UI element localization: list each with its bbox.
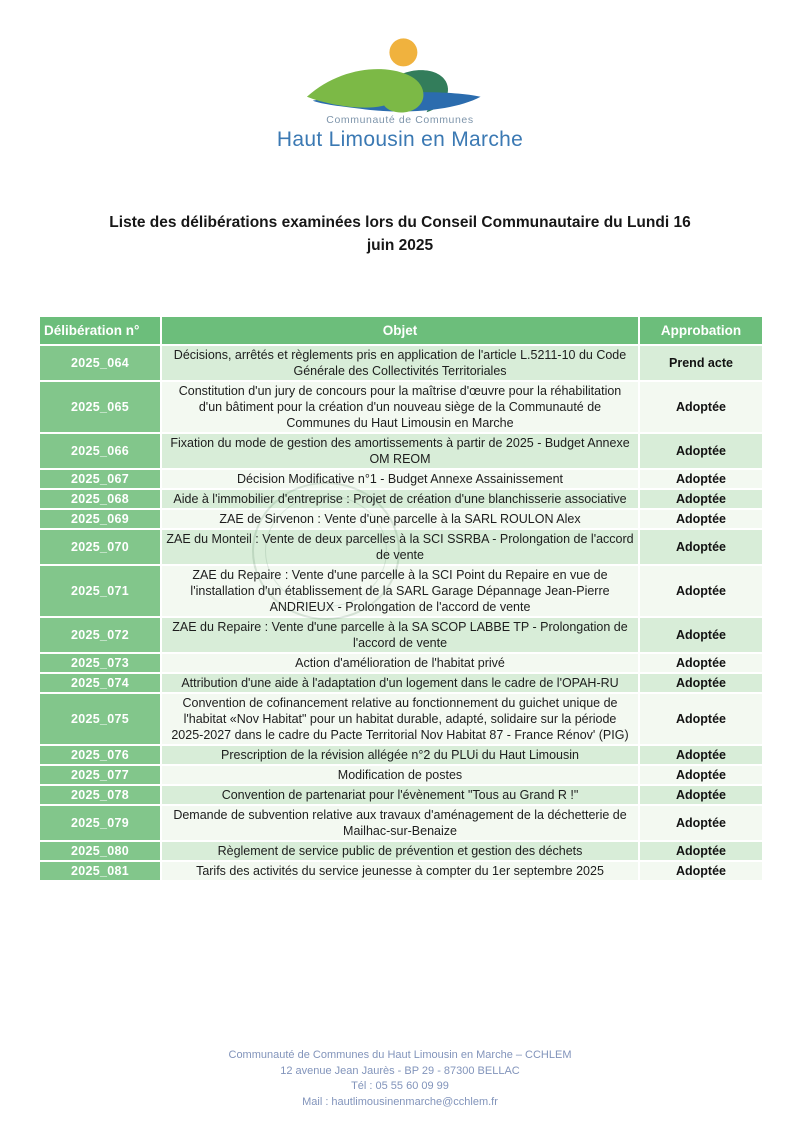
deliberation-approval: Prend acte bbox=[640, 346, 762, 380]
header-object: Objet bbox=[162, 317, 638, 344]
deliberation-approval: Adoptée bbox=[640, 490, 762, 508]
deliberations-table-body bbox=[40, 346, 762, 880]
page-title-line1: Liste des délibérations examinées lors du Conseil Communautaire du Lundi 16 bbox=[109, 214, 691, 232]
deliberation-object: Attribution d'une aide à l'adaptation d'un logement dans le cadre de l'OPAH-RU bbox=[162, 674, 638, 692]
deliberation-number: 2025_073 bbox=[40, 654, 160, 672]
table-row bbox=[40, 674, 762, 692]
footer-org-line: Communauté de Communes du Haut Limousin en Marche – CCHLEM bbox=[228, 1049, 572, 1061]
logo-landscape-icon bbox=[283, 36, 518, 118]
deliberation-approval: Adoptée bbox=[640, 806, 762, 840]
footer-address-line: 12 avenue Jean Jaurès - BP 29 - 87300 BELLAC bbox=[280, 1064, 520, 1077]
deliberation-number: 2025_076 bbox=[40, 746, 160, 764]
table-row bbox=[40, 654, 762, 672]
deliberation-object: Aide à l'immobilier d'entreprise : Projet de création d'une blanchisserie associative bbox=[162, 490, 638, 508]
table-row bbox=[40, 530, 762, 564]
table-row bbox=[40, 618, 762, 652]
table-row bbox=[40, 510, 762, 528]
table-row bbox=[40, 786, 762, 804]
deliberation-number: 2025_069 bbox=[40, 510, 160, 528]
deliberation-object: Règlement de service public de prévention et gestion des déchets bbox=[162, 842, 638, 860]
footer bbox=[0, 1048, 800, 1110]
table-row bbox=[40, 766, 762, 784]
footer-mail-line: Mail : hautlimousinenmarche@cchlem.fr bbox=[302, 1095, 498, 1108]
deliberation-object: Constitution d'un jury de concours pour la maîtrise d'œuvre pour la réhabilitation d'un bâtiment pour la création d'un nouveau siège de la Communauté de Communes du Haut Limousin en Marche bbox=[162, 382, 638, 432]
deliberation-object: Convention de partenariat pour l'évènement "Tous au Grand R !" bbox=[162, 786, 638, 804]
table-row bbox=[40, 470, 762, 488]
deliberation-approval: Adoptée bbox=[640, 746, 762, 764]
deliberation-object: Prescription de la révision allégée n°2 du PLUi du Haut Limousin bbox=[162, 746, 638, 764]
deliberation-number: 2025_075 bbox=[40, 694, 160, 744]
deliberation-number: 2025_072 bbox=[40, 618, 160, 652]
logo-title: Haut Limousin en Marche bbox=[276, 128, 524, 151]
deliberation-number: 2025_064 bbox=[40, 346, 160, 380]
deliberation-number: 2025_078 bbox=[40, 786, 160, 804]
logo bbox=[0, 36, 800, 152]
deliberation-approval: Adoptée bbox=[640, 510, 762, 528]
deliberation-approval: Adoptée bbox=[640, 674, 762, 692]
deliberation-object: Fixation du mode de gestion des amortissements à partir de 2025 - Budget Annexe OM REOM bbox=[162, 434, 638, 468]
table-row bbox=[40, 746, 762, 764]
deliberation-approval: Adoptée bbox=[640, 566, 762, 616]
deliberation-approval: Adoptée bbox=[640, 842, 762, 860]
page-title bbox=[0, 211, 800, 257]
deliberation-approval: Adoptée bbox=[640, 862, 762, 880]
table-row bbox=[40, 382, 762, 432]
deliberations-table bbox=[38, 315, 762, 882]
deliberation-number: 2025_067 bbox=[40, 470, 160, 488]
logo-sun-icon bbox=[389, 38, 417, 66]
deliberation-approval: Adoptée bbox=[640, 530, 762, 564]
deliberation-object: Demande de subvention relative aux travaux d'aménagement de la déchetterie de Mailhac-sur-Benaize bbox=[162, 806, 638, 840]
deliberation-number: 2025_065 bbox=[40, 382, 160, 432]
deliberation-number: 2025_079 bbox=[40, 806, 160, 840]
deliberation-number: 2025_070 bbox=[40, 530, 160, 564]
deliberation-approval: Adoptée bbox=[640, 382, 762, 432]
deliberation-approval: Adoptée bbox=[640, 434, 762, 468]
header-approval: Approbation bbox=[640, 317, 762, 344]
deliberation-object: Décision Modificative n°1 - Budget Annexe Assainissement bbox=[162, 470, 638, 488]
table-row bbox=[40, 490, 762, 508]
deliberation-number: 2025_071 bbox=[40, 566, 160, 616]
page-title-line2: juin 2025 bbox=[366, 237, 434, 255]
deliberation-object: ZAE du Repaire : Vente d'une parcelle à la SCI Point du Repaire en vue de l'installation d'un établissement de la SARL Garage Dépannage Jean-Pierre ANDRIEUX - Prolongation de l'accord de vente bbox=[162, 566, 638, 616]
deliberation-approval: Adoptée bbox=[640, 618, 762, 652]
deliberation-object: Décisions, arrêtés et règlements pris en application de l'article L.5211-10 du Code Générale des Collectivités Territoriales bbox=[162, 346, 638, 380]
table-row bbox=[40, 566, 762, 616]
deliberation-approval: Adoptée bbox=[640, 694, 762, 744]
table-row bbox=[40, 862, 762, 880]
deliberation-object: ZAE du Monteil : Vente de deux parcelles à la SCI SSRBA - Prolongation de l'accord de vente bbox=[162, 530, 638, 564]
deliberation-number: 2025_077 bbox=[40, 766, 160, 784]
deliberation-number: 2025_068 bbox=[40, 490, 160, 508]
table-header-row bbox=[40, 317, 762, 344]
deliberation-approval: Adoptée bbox=[640, 786, 762, 804]
deliberation-approval: Adoptée bbox=[640, 654, 762, 672]
deliberation-approval: Adoptée bbox=[640, 470, 762, 488]
deliberation-object: Modification de postes bbox=[162, 766, 638, 784]
deliberation-approval: Adoptée bbox=[640, 766, 762, 784]
deliberation-number: 2025_080 bbox=[40, 842, 160, 860]
table-row bbox=[40, 842, 762, 860]
table-row bbox=[40, 346, 762, 380]
table-row bbox=[40, 694, 762, 744]
deliberation-object: Convention de cofinancement relative au fonctionnement du guichet unique de l'habitat «Nov Habitat" pour un habitat durable, adapté, solidaire sur la période 2025-2027 dans le cadre du Pacte Territorial Nov Habitat 87 - France Rénov' (PIG) bbox=[162, 694, 638, 744]
deliberation-object: Tarifs des activités du service jeunesse à compter du 1er septembre 2025 bbox=[162, 862, 638, 880]
deliberation-object: ZAE du Repaire : Vente d'une parcelle à la SA SCOP LABBE TP - Prolongation de l'accord de vente bbox=[162, 618, 638, 652]
deliberation-object: Action d'amélioration de l'habitat privé bbox=[162, 654, 638, 672]
deliberation-number: 2025_074 bbox=[40, 674, 160, 692]
header-deliberation-number: Délibération n° bbox=[40, 317, 160, 344]
deliberation-object: ZAE de Sirvenon : Vente d'une parcelle à la SARL ROULON Alex bbox=[162, 510, 638, 528]
deliberation-number: 2025_081 bbox=[40, 862, 160, 880]
logo-subtitle: Communauté de Communes bbox=[326, 114, 474, 126]
table-row bbox=[40, 434, 762, 468]
logo-light-hill-icon bbox=[306, 69, 423, 112]
footer-phone-line: Tél : 05 55 60 09 99 bbox=[351, 1080, 449, 1092]
deliberation-number: 2025_066 bbox=[40, 434, 160, 468]
table-row bbox=[40, 806, 762, 840]
